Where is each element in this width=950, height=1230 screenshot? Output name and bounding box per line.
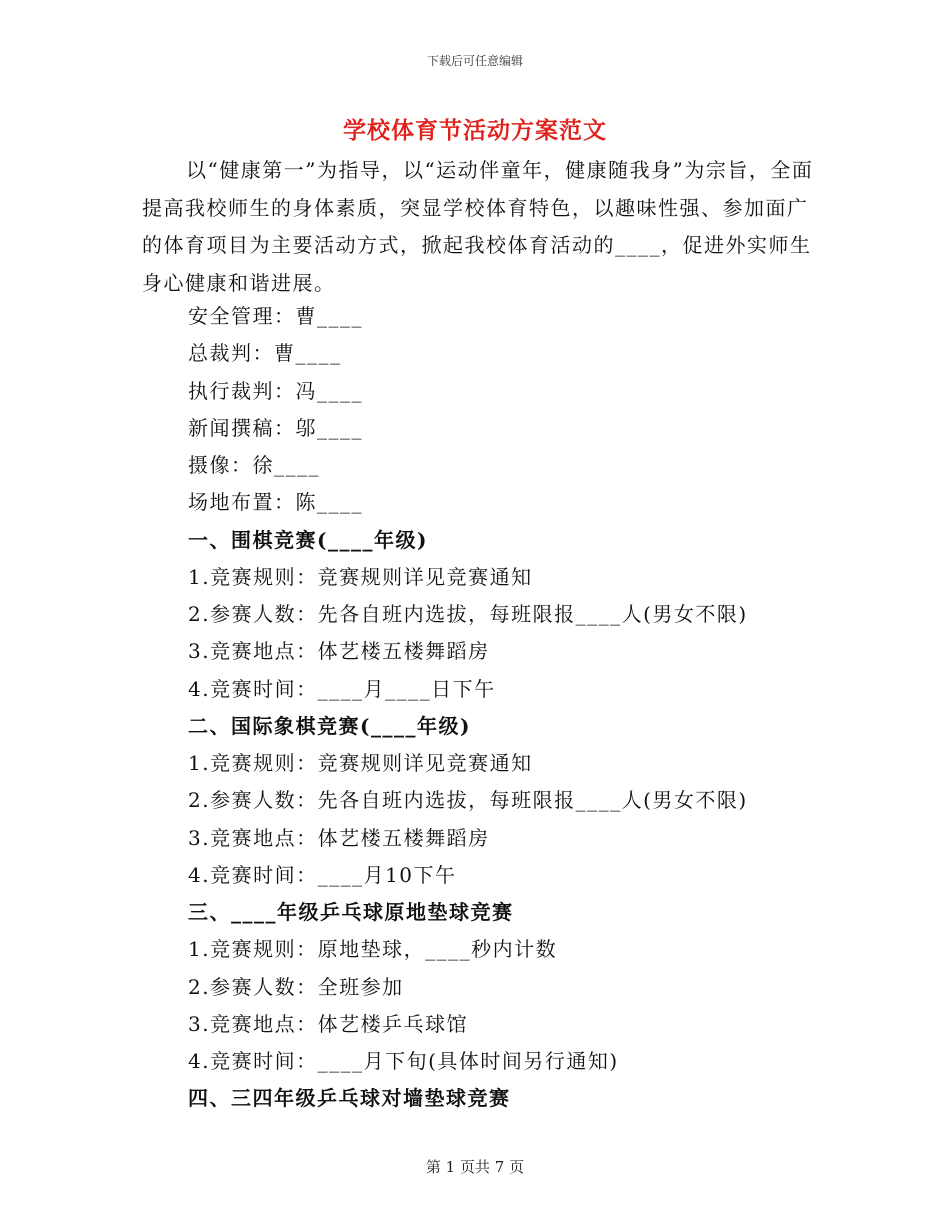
body-line: 1.竞赛规则：原地垫球，____秒内计数	[188, 937, 558, 962]
section-heading: 四、三四年级乒乓球对墙垫球竞赛	[188, 1086, 511, 1111]
body-line: 1.竞赛规则：竞赛规则详见竞赛通知	[188, 564, 533, 589]
document-body	[188, 298, 828, 1118]
body-line: 摄像：徐____	[188, 453, 320, 477]
body-line: 3.竞赛地点：体艺楼五楼舞蹈房	[188, 639, 490, 664]
document-title: 学校体育节活动方案范文	[343, 117, 607, 144]
section-heading: 二、国际象棋竞赛(____年级)	[188, 713, 471, 738]
page-header-note: 下载后可任意编辑	[426, 54, 523, 68]
body-line: 场地布置：陈____	[188, 490, 363, 515]
body-line: 4.竞赛时间：____月10下午	[188, 862, 457, 887]
body-line: 2.参赛人数：先各自班内选拔，每班限报____人(男女不限)	[188, 788, 748, 813]
body-line: 新闻撰稿：邬____	[188, 415, 363, 440]
body-line: 1.竞赛规则：竞赛规则详见竞赛通知	[188, 751, 533, 775]
body-line: 执行裁判：冯____	[188, 378, 363, 403]
body-line: 2.参赛人数：全班参加	[188, 974, 404, 999]
body-line: 安全管理：曹____	[188, 304, 363, 328]
body-line: 3.竞赛地点：体艺楼五楼舞蹈房	[188, 825, 490, 850]
intro-paragraph: 以“健康第一”为指导，以“运动伴童年，健康随我身”为宗旨，全面提高我校师生的身体素质，突显学校体育特色，以趣味性强、参加面广的体育项目为主要活动方式，掀起我校体育活动的____，促进外实师生身心健康和谐进展。	[142, 158, 814, 295]
body-line: 3.竞赛地点：体艺楼乒乓球馆	[188, 1011, 469, 1036]
body-line: 4.竞赛时间：____月____日下午	[188, 676, 496, 701]
section-heading: 一、围棋竞赛(____年级)	[188, 527, 428, 552]
section-heading: 三、____年级乒乓球原地垫球竞赛	[188, 900, 514, 924]
page-footer-number: 第 1 页共 7 页	[425, 1158, 525, 1176]
body-line: 2.参赛人数：先各自班内选拔，每班限报____人(男女不限)	[188, 602, 748, 626]
body-line: 总裁判：曹____	[188, 341, 342, 366]
body-line: 4.竞赛时间：____月下旬(具体时间另行通知)	[188, 1049, 619, 1073]
